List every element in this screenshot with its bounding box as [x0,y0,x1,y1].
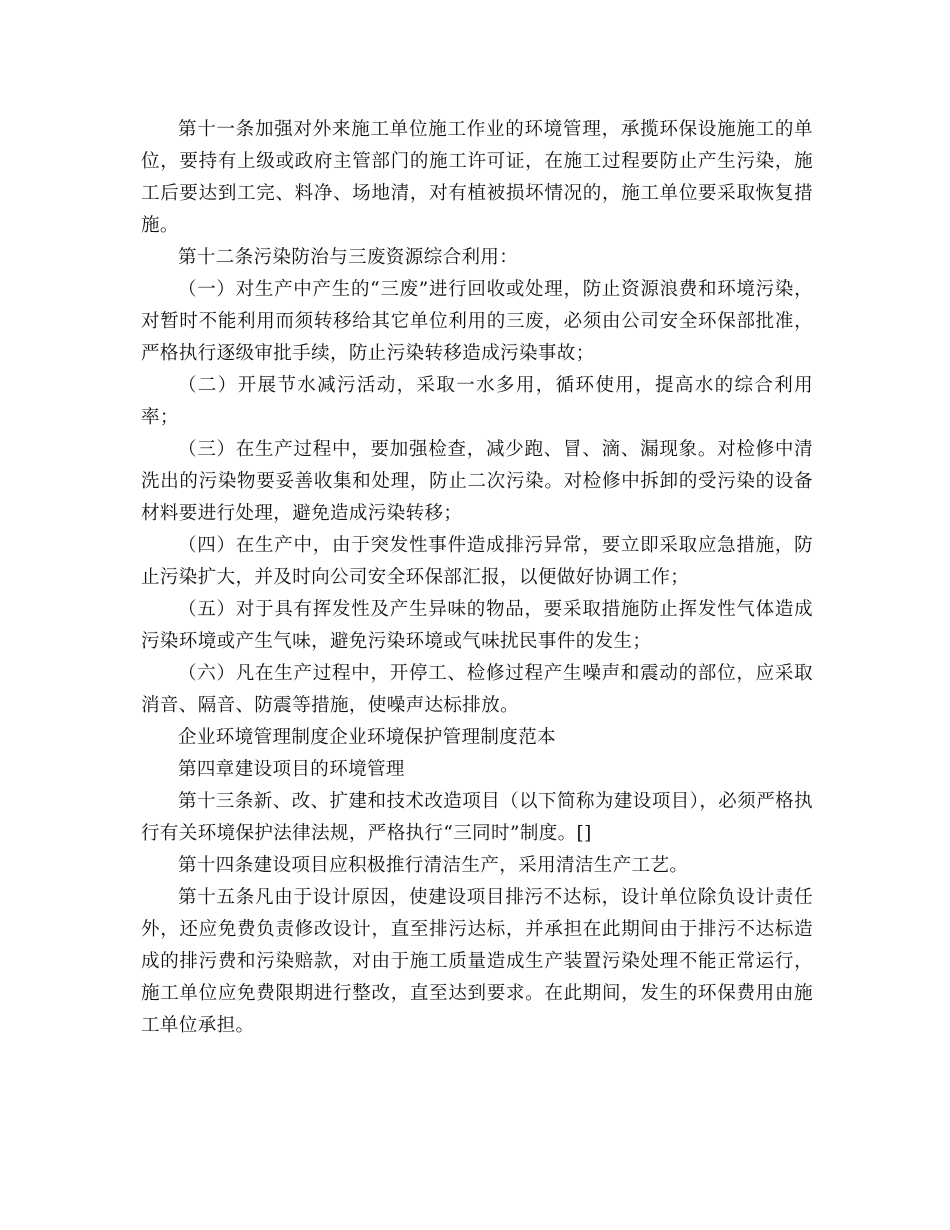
clause-5-paragraph: （五）对于具有挥发性及产生异味的物品，要采取措施防止挥发性气体造成污染环境或产生气味，避免污染环境或气味扰民事件的发生； [141,599,813,652]
article-14-paragraph: 第十四条建设项目应积极推行清洁生产，采用清洁生产工艺。 [178,855,689,876]
clause-3-paragraph: （三）在生产过程中，要加强检查，减少跑、冒、滴、漏现象。对检修中清洗出的污染物要妥善收集和处理，防止二次污染。对检修中拆卸的受污染的设备材料要进行处理，避免造成污染转移； [141,439,813,524]
clause-4-paragraph: （四）在生产中，由于突发性事件造成排污异常，要立即采取应急措施，防止污染扩大，并及时向公司安全环保部汇报，以便做好协调工作； [141,535,813,588]
article-15-paragraph: 第十五条凡由于设计原因，使建设项目排污不达标，设计单位除负设计责任外，还应免费负责修改设计，直至排污达标，并承担在此期间由于排污不达标造成的排污费和污染赔款，对由于施工质量造成生产装置污染处理不能正常运行，施工单位应免费限期进行整改，直至达到要求。在此期间，发生的环保费用由施工单位承担。 [141,887,813,1036]
document-body [141,114,813,1042]
chapter-4-heading: 第四章建设项目的环境管理 [178,759,405,780]
clause-6-paragraph: （六）凡在生产过程中，开停工、检修过程产生噪声和震动的部位，应采取消音、隔音、防震等措施，使噪声达标排放。 [141,663,813,716]
article-13-paragraph: 第十三条新、改、扩建和技术改造项目（以下简称为建设项目），必须严格执行有关环境保护法律法规，严格执行“三同时”制度。[] [141,791,813,844]
article-11-paragraph: 第十一条加强对外来施工单位施工作业的环境管理，承揽环保设施施工的单位，要持有上级或政府主管部门的施工许可证，在施工过程要防止产生污染，施工后要达到工完、料净、场地清，对有植被损坏情况的，施工单位要采取恢复措施。 [141,119,813,236]
section-title: 企业环境管理制度企业环境保护管理制度范本 [178,727,557,748]
clause-1-paragraph: （一）对生产中产生的“三废”进行回收或处理，防止资源浪费和环境污染，对暂时不能利用而须转移给其它单位利用的三废，必须由公司安全环保部批准，严格执行逐级审批手续，防止污染转移造成污染事故； [141,279,813,364]
clause-2-paragraph: （二）开展节水减污活动，采取一水多用，循环使用，提高水的综合利用率； [141,375,813,428]
article-12-heading: 第十二条污染防治与三废资源综合利用： [178,247,519,268]
